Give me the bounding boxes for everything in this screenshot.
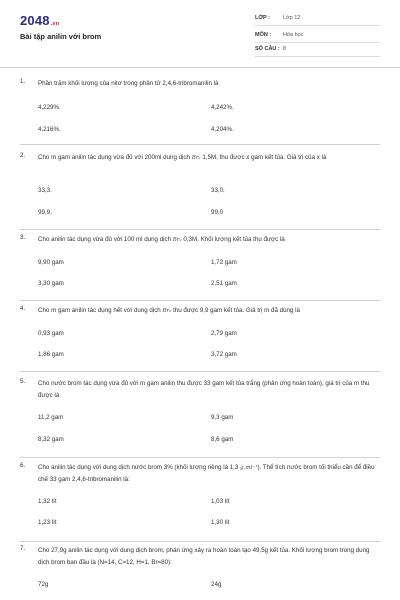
question-text-part: Phần trăm khối lượng của nitơ trong phân tử 2,4,6-tribromanilin là [38,80,219,87]
answer-option[interactable]: 0,93 gam [38,330,64,337]
answer-option[interactable]: 99,0 [211,209,224,216]
meta-subject-value: Hóa học [283,32,304,38]
question-text [38,378,378,402]
question-5 [20,378,380,458]
question-text [38,545,378,569]
answer-option[interactable]: 4,229%. [38,104,61,111]
meta-subject-label: MÔN : [255,32,272,38]
question-text-part: Cho m gam anilin tác dụng hết với dung dịch [38,307,163,314]
question-number: 6. [20,462,26,469]
answer-option[interactable]: 2,79 gam [211,330,237,337]
logo-text: 2048 [20,13,50,28]
answer-option[interactable]: 33,0. [211,187,225,194]
answer-option[interactable]: 72g [38,581,49,588]
logo-domain: .vn [50,21,60,27]
question-1 [20,78,380,145]
answer-option[interactable]: 3,30 gam [38,280,64,287]
answer-option[interactable]: 11,2 gam [38,414,64,421]
meta-class-row [255,12,380,26]
answer-option[interactable]: 1,30 lít [211,519,230,526]
question-text [38,234,378,246]
question-7 [20,545,380,600]
question-number: 7. [20,545,26,552]
answer-option[interactable]: 4,242%. [211,104,234,111]
question-text-part: Cho m gam anilin tác dụng vừa đủ với 200ml dung dịch [38,154,192,161]
answer-option[interactable]: 8,32 gam [38,436,64,443]
question-text-part: Cho anilin tác dụng với dung dịch nước brom 3% (khối lượng riêng là 1,3 [38,464,241,471]
meta-subject-row [255,29,380,43]
meta-class-value: Lớp 12 [283,15,301,21]
question-6 [20,462,380,542]
answer-option[interactable]: 99,9. [38,209,52,216]
question-text [38,152,378,164]
question-number: 5. [20,378,26,385]
answer-option[interactable]: 1,23 lít [38,519,57,526]
answer-option[interactable]: 33,3. [38,187,52,194]
formula-br2: Br₂ [191,155,201,161]
site-logo[interactable] [20,13,59,28]
formula-br2: Br₂ [162,308,172,314]
answer-option[interactable]: 2,51 gam [211,280,237,287]
question-text [38,78,378,90]
meta-count-label: SỐ CÂU : [255,46,280,52]
formula-density-unit: g.ml⁻¹ [240,465,258,471]
meta-count-row [255,43,380,57]
question-text-part: 1,5M, thu được x gam kết tủa. Giá trị của x là [200,154,327,161]
question-text [38,305,378,317]
answer-option[interactable]: 4,216%. [38,126,61,133]
question-4 [20,305,380,372]
answer-option[interactable]: 1,32 lít [38,498,57,505]
question-text-part: Cho anilin tác dụng vừa đủ với 100 ml dung dịch [38,236,173,243]
question-text-part: ). Thể tích nước brom tối thiểu cần để điều chế 33 gam 2,4,6-tribromanilin là: [38,464,375,483]
question-text-part: thu được 9,9 gam kết tủa. Giá trị m đã dùng là [171,307,300,314]
worksheet-header [0,0,400,68]
answer-option[interactable]: 1,86 gam [38,351,64,358]
question-number: 1. [20,78,26,85]
meta-class-label: LỚP : [255,15,270,21]
answer-option[interactable]: 4,204%. [211,126,234,133]
answer-option[interactable]: 24g [211,581,222,588]
question-text-part: Cho 27,9g anilin tác dụng với dung dịch brom, phản ứng xảy ra hoàn toàn tạo 49,5g kết tủa. Khối lượng brom trong dung dịch brom ban đầu là (N=14, C=12, H=1, Br=80): [38,547,370,566]
answer-option[interactable]: 9,3 gam [211,414,234,421]
answer-option[interactable]: 1,03 lít [211,498,230,505]
question-2 [20,152,380,230]
question-3 [20,234,380,301]
question-number: 2. [20,152,26,159]
meta-count-value: 8 [283,46,287,52]
answer-option[interactable]: 1,72 gam [211,259,237,266]
formula-br2: Br₂ [172,237,182,243]
question-text-part: Cho nước brom tác dụng vừa đủ với m gam anilin thu được 33 gam kết tủa trắng (phản ứng hoàn toàn), giá trị của m thu được là [38,380,370,399]
answer-option[interactable]: 3,72 gam [211,351,237,358]
worksheet-title: Bài tập anilin với brom [20,32,102,41]
question-number: 3. [20,234,26,241]
question-text [38,462,378,486]
question-text-part: 0,3M. Khối lượng kết tủa thu được là [181,236,285,243]
answer-option[interactable]: 9,90 gam [38,259,64,266]
question-number: 4. [20,305,26,312]
answer-option[interactable]: 8,6 gam [211,436,234,443]
